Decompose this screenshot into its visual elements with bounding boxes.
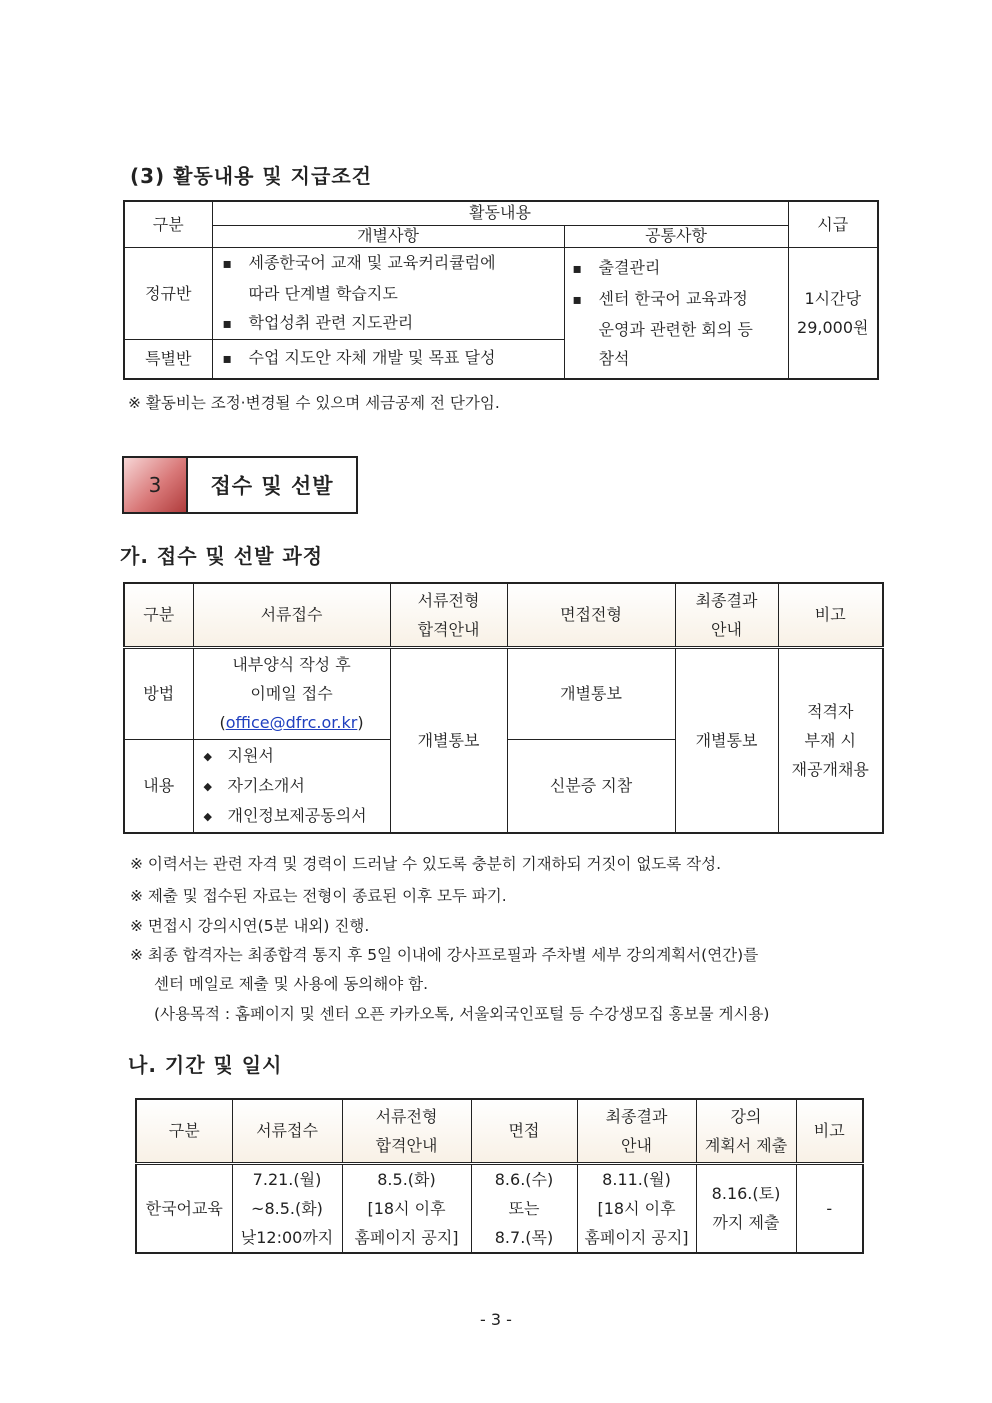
date-line: 까지 제출 — [712, 1213, 780, 1233]
doc-pass-date — [342, 1163, 471, 1253]
date-line: 낮12:00까지 — [240, 1227, 334, 1247]
pay-cell — [788, 247, 878, 379]
header-gubun: 구분 — [124, 583, 193, 647]
header-plan — [696, 1099, 796, 1163]
note-demo: ※ 면접시 강의시연(5분 내외) 진행. — [130, 917, 370, 935]
remark-line: 적격자 — [807, 701, 854, 721]
special-item-text: ▪ 수업 지도안 자체 개발 및 목표 달성 — [223, 348, 496, 367]
content-interview: 신분증 지참 — [507, 739, 675, 833]
header-gubun: 구분 — [136, 1099, 232, 1163]
remark-line: 부재 시 — [804, 730, 856, 750]
date-line: [18시 이후 — [597, 1198, 676, 1218]
pay-amount: 29,000원 — [797, 317, 869, 337]
header-doc-pass — [342, 1099, 471, 1163]
row-content: 내용 — [124, 739, 193, 833]
note-resume: ※ 이력서는 관련 자격 및 경력이 드러날 수 있도록 충분히 기재하되 거짓이 없도록 작성. — [130, 855, 722, 873]
regular-items — [212, 247, 564, 339]
paren-open: ( — [219, 713, 226, 732]
header-final-line: 최종결과 — [605, 1106, 668, 1126]
header-plan-line: 계획서 제출 — [704, 1135, 788, 1155]
date-line: 홈페이지 공지] — [354, 1227, 459, 1247]
regular-item: ▪ 학업성취 관련 지도관리 — [223, 308, 564, 339]
date-line: [18시 이후 — [367, 1198, 446, 1218]
note-final-cont: 센터 메일로 제출 및 사용에 동의해야 함. — [154, 975, 429, 993]
content-items — [193, 739, 390, 833]
common-item: ▪ 출결관리 — [573, 253, 788, 284]
schedule-table — [135, 1098, 864, 1254]
date-line: 8.5.(화) — [377, 1169, 436, 1189]
remark — [778, 647, 883, 833]
common-item-cont: 운영과 관련한 회의 등 — [598, 319, 753, 339]
content-item: ◆ 자기소개서 — [204, 771, 390, 801]
header-doc: 서류접수 — [232, 1099, 342, 1163]
regular-item-cont: 따라 단계별 학습지도 — [248, 283, 398, 303]
section-title-activity: (3) 활동내용 및 지급조건 — [130, 164, 372, 188]
header-doc-pass-line: 합격안내 — [417, 619, 480, 639]
date-line: 8.11.(월) — [602, 1169, 671, 1189]
date-line: ~8.5.(화) — [251, 1198, 323, 1218]
header-note: 비고 — [778, 583, 883, 647]
header-note: 비고 — [796, 1099, 863, 1163]
interview-date — [471, 1163, 577, 1253]
date-line: 8.7.(목) — [494, 1227, 554, 1247]
header-plan-line: 강의 — [730, 1106, 762, 1126]
row-korean: 한국어교육 — [136, 1163, 232, 1253]
content-item: ◆ 개인정보제공동의서 — [204, 801, 390, 831]
method-interview: 개별통보 — [507, 647, 675, 739]
doc-period — [232, 1163, 342, 1253]
method-doc — [193, 647, 390, 739]
subheading-process: 가. 접수 및 선발 과정 — [120, 544, 324, 568]
header-doc: 서류접수 — [193, 583, 390, 647]
paren-close: ) — [357, 713, 364, 732]
method-doc-line: 내부양식 작성 후 — [232, 655, 351, 674]
header-interview: 면접 — [471, 1099, 577, 1163]
header-final — [675, 583, 778, 647]
header-activity: 활동내용 — [212, 201, 788, 225]
date-line: 8.6.(수) — [494, 1169, 554, 1189]
pay-line: 1시간당 — [804, 288, 862, 308]
page-number: - 3 - — [480, 1310, 512, 1329]
header-final-line: 안내 — [621, 1135, 652, 1155]
final-notice: 개별통보 — [675, 647, 778, 833]
header-individual: 개별사항 — [212, 225, 564, 247]
note-destroy: ※ 제출 및 접수된 자료는 전형이 종료된 이후 모두 파기. — [130, 887, 507, 905]
header-doc-pass-line: 서류전형 — [417, 590, 480, 610]
plan-date — [696, 1163, 796, 1253]
header-doc-pass-line: 서류전형 — [375, 1106, 438, 1126]
doc-pass: 개별통보 — [390, 647, 507, 833]
activity-table — [123, 200, 879, 380]
section-number: 3 — [124, 458, 188, 512]
row-method: 방법 — [124, 647, 193, 739]
header-interview: 면접전형 — [507, 583, 675, 647]
common-item: ▪ 센터 한국어 교육과정 — [573, 284, 788, 315]
method-doc-line: 이메일 접수 — [250, 684, 333, 703]
header-pay: 시급 — [788, 201, 878, 247]
content-item: ◆ 지원서 — [204, 741, 390, 771]
note-purpose: (사용목적 : 홈페이지 및 센터 오픈 카카오톡, 서울외국인포털 등 수강생모집 홍보물 게시용) — [154, 1005, 770, 1023]
date-line: 홈페이지 공지] — [584, 1227, 689, 1247]
schedule-note: - — [796, 1163, 863, 1253]
row-special: 특별반 — [124, 339, 212, 379]
selection-process-table — [123, 582, 884, 834]
regular-item: ▪ 세종한국어 교재 및 교육커리큘럼에 — [223, 248, 564, 279]
remark-line: 재공개채용 — [791, 759, 869, 779]
date-line: 8.16.(토) — [711, 1184, 781, 1204]
header-final-line: 안내 — [711, 619, 742, 639]
note-final: ※ 최종 합격자는 최종합격 통지 후 5일 이내에 강사프로필과 주차별 세부 강의계획서(연간)를 — [130, 946, 759, 964]
common-items — [564, 247, 788, 379]
header-doc-pass-line: 합격안내 — [375, 1135, 438, 1155]
date-line: 또는 — [508, 1198, 540, 1218]
header-doc-pass — [390, 583, 507, 647]
note-activity-fee: ※ 활동비는 조정·변경될 수 있으며 세금공제 전 단가임. — [128, 394, 500, 412]
common-item-cont: 참석 — [598, 348, 630, 368]
header-gubun: 구분 — [124, 201, 212, 247]
header-final-line: 최종결과 — [695, 590, 758, 610]
email-link[interactable]: office@dfrc.or.kr — [225, 713, 358, 732]
row-regular: 정규반 — [124, 247, 212, 339]
method-doc-email-line — [194, 708, 390, 737]
header-common: 공통사항 — [564, 225, 788, 247]
section-heading: 접수 및 선발 — [210, 474, 334, 498]
section-box — [122, 456, 358, 514]
special-item — [212, 339, 564, 379]
subheading-schedule: 나. 기간 및 일시 — [128, 1053, 283, 1077]
final-date — [577, 1163, 696, 1253]
header-final — [577, 1099, 696, 1163]
date-line: 7.21.(월) — [252, 1169, 322, 1189]
